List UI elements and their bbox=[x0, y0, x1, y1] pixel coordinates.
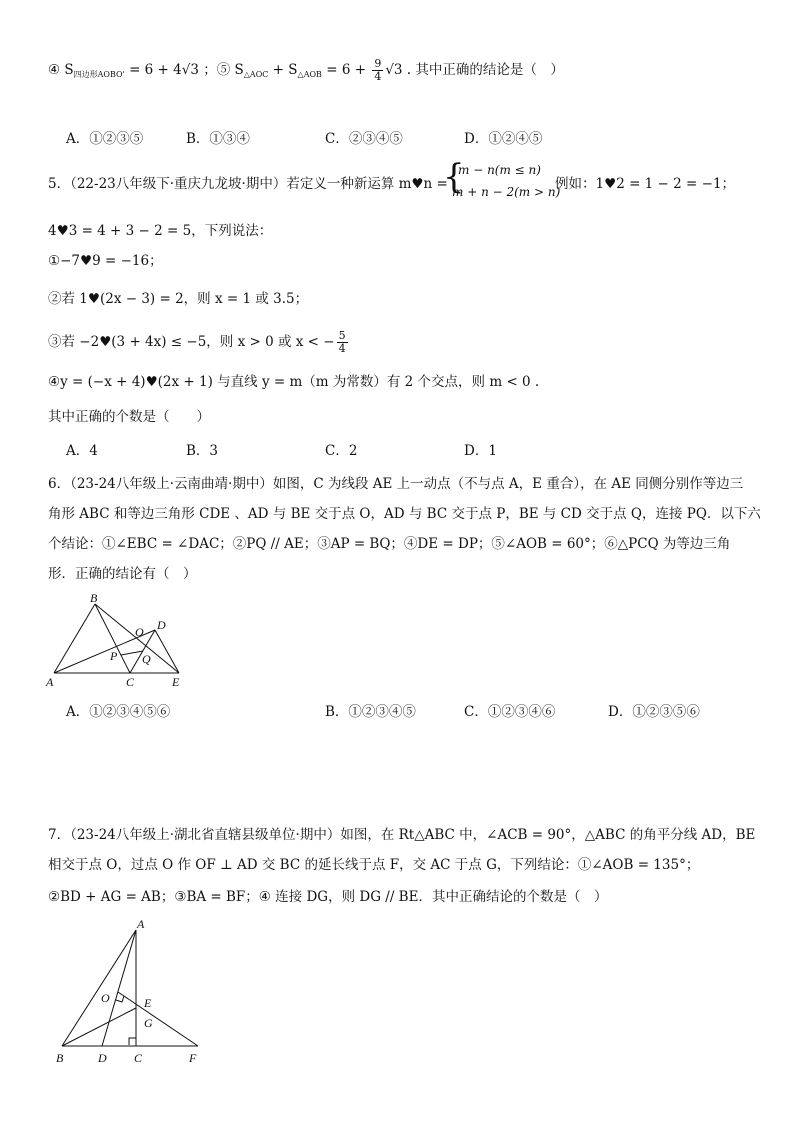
q5-option-a[interactable]: A．4 bbox=[66, 443, 98, 459]
q5-brace: { bbox=[443, 157, 465, 197]
q6-label-o: O bbox=[135, 625, 144, 639]
q6-label-q: Q bbox=[142, 652, 151, 666]
q5-stem: 5．（22-23八年级下·重庆九龙坡·期中）若定义一种新运算 m♥n = bbox=[48, 176, 448, 192]
q5-example-2: 4♥3 = 4 + 3 − 2 = 5，下列说法： bbox=[48, 223, 273, 239]
q5-case-2: m + n − 2(m > n) bbox=[452, 185, 561, 199]
fraction-9-4: $\frac{9}{4}$ bbox=[374, 57, 382, 83]
q6-label-p: P bbox=[110, 649, 118, 663]
fraction-5-4: $\frac{5}{4}$ bbox=[338, 329, 346, 355]
q7-label-e: E bbox=[144, 996, 152, 1010]
q6-option-c[interactable]: C．①②③④⑥ bbox=[464, 704, 556, 720]
q4-option-a[interactable]: A．①②③⑤ bbox=[66, 131, 144, 147]
q6-label-e: E bbox=[172, 675, 180, 689]
q7-figure bbox=[48, 916, 218, 1068]
q6-label-a: A bbox=[46, 675, 54, 689]
q5-option-c[interactable]: C．2 bbox=[325, 443, 358, 459]
q4-option-d[interactable]: D．①②④⑤ bbox=[464, 131, 543, 147]
q6-figure bbox=[40, 590, 200, 690]
q5-statement-3: ③若 −2♥(3 + 4x) ≤ −5，则 x > 0 或 x < − $\frac{5}{4}$ bbox=[48, 329, 346, 355]
q7-label-b: B bbox=[56, 1051, 64, 1065]
q5-statement-2: ②若 1♥(2x − 3) = 2，则 x = 1 或 3.5； bbox=[48, 291, 309, 307]
q6-stem-line-1: 6．（23-24八年级上·云南曲靖·期中）如图，C 为线段 AE 上一动点（不与点 A，E 重合），在 AE 同侧分别作等边三 bbox=[48, 476, 744, 492]
q7-label-d: D bbox=[98, 1051, 107, 1065]
q5-ask: 其中正确的个数是（ ） bbox=[48, 409, 210, 425]
q6-option-a[interactable]: A．①②③④⑤⑥ bbox=[66, 704, 171, 720]
q7-label-a: A bbox=[137, 917, 145, 931]
q4-option-c[interactable]: C．②③④⑤ bbox=[325, 131, 403, 147]
q5-option-d[interactable]: D．1 bbox=[464, 443, 497, 459]
q6-label-c: C bbox=[126, 675, 135, 689]
q5-example: 例如：1♥2 = 1 − 2 = −1； bbox=[555, 176, 736, 192]
q7-stem-line-2: 相交于点 O，过点 O 作 OF ⊥ AD 交 BC 的延长线于点 F，交 AC 于点 G，下列结论：①∠AOB = 135°； bbox=[48, 857, 700, 873]
q7-label-g: G bbox=[144, 1016, 153, 1030]
q6-option-d[interactable]: D．①②③⑤⑥ bbox=[608, 704, 700, 720]
q4-option-b[interactable]: B．①③④ bbox=[186, 131, 250, 147]
q5-option-b[interactable]: B．3 bbox=[186, 443, 219, 459]
q6-stem-line-3: 个结论：①∠EBC = ∠DAC；②PQ // AE；③AP = BQ；④DE = DP；⑤∠AOB = 60°；⑥△PCQ 为等边三角 bbox=[48, 536, 731, 552]
q7-stem-line-3: ②BD + AG = AB；③BA = BF；④ 连接 DG，则 DG // BE．其中正确结论的个数是（ ） bbox=[48, 889, 608, 905]
q6-option-b[interactable]: B．①②③④⑤ bbox=[325, 704, 416, 720]
q7-stem-line-1: 7．（23-24八年级上·湖北省直辖县级单位·期中）如图，在 Rt△ABC 中，∠ACB = 90°，△ABC 的角平分线 AD，BE bbox=[48, 827, 756, 843]
q7-label-c: C bbox=[134, 1051, 143, 1065]
q6-stem-line-2: 角形 ABC 和等边三角形 CDE 、AD 与 BE 交于点 O，AD 与 BC 交于点 P，BE 与 CD 交于点 Q，连接 PQ．以下六 bbox=[48, 506, 761, 522]
q5-statement-4: ④y = (−x + 4)♥(2x + 1) 与直线 y = m（m 为常数）有 2 个交点，则 m < 0 . bbox=[48, 374, 540, 390]
q4-statements: ④ $S_{四边形AOBO'} = 6 + 4√3$ ；⑤ $S_{\triangle AOC} + S_{\triangle AOB} = 6$ + $\frac{9}{4}$ √3 . 其中正确的结论是（ ） bbox=[48, 57, 564, 83]
q6-label-b: B bbox=[90, 591, 98, 605]
q6-stem-line-4: 形．正确的结论有（ ） bbox=[48, 566, 197, 582]
q5-statement-1: ①−7♥9 = −16； bbox=[48, 253, 163, 269]
q6-label-d: D bbox=[157, 618, 166, 632]
q5-case-1: m − n(m ≤ n) bbox=[458, 163, 541, 177]
q7-label-f: F bbox=[189, 1051, 197, 1065]
q7-label-o: O bbox=[101, 991, 110, 1005]
